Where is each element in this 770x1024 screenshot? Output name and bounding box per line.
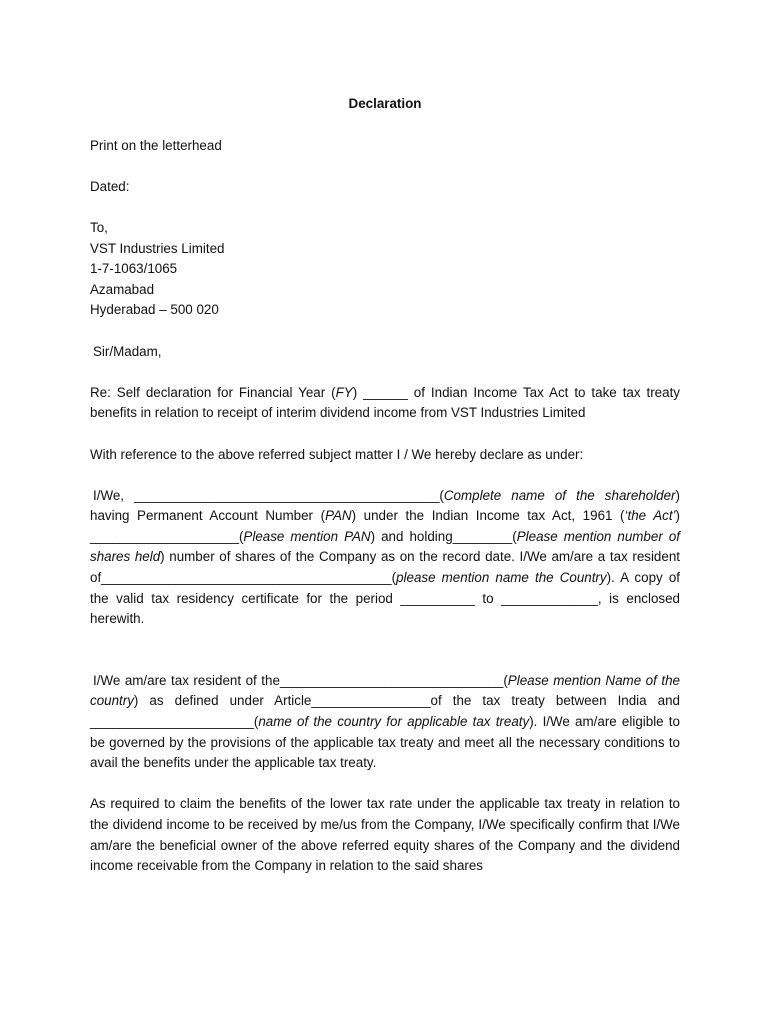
address-area: Azamabad bbox=[90, 281, 155, 297]
p1-text-g: ) ____________________( bbox=[90, 508, 680, 544]
subject-line bbox=[90, 383, 680, 424]
subject-text-b: ) ______ of Indian Income Tax Act to take tax treaty bbox=[352, 384, 680, 400]
intro-paragraph: With reference to the above referred subject matter I / We hereby declare as under: bbox=[90, 446, 584, 462]
p1-text-c: ) having Permanent Account Number ( bbox=[90, 487, 680, 524]
document-title: Declaration bbox=[348, 96, 422, 111]
subject-fy: FY bbox=[335, 384, 353, 400]
p1-text-a: I/We, _________________________________________( bbox=[93, 487, 444, 503]
paragraph-beneficial-owner: As required to claim the benefits of the lower tax rate under the applicable tax treaty in relation to the dividend income to be received by me/us from the Company, I/We specifically confirm that I/We am/are the beneficial owner of the above referred equity shares of the Company and the dividend income receivable from the Company in relation to the said shares bbox=[90, 796, 680, 874]
declaration-document bbox=[90, 94, 680, 877]
p1-text-i: ) and holding________( bbox=[370, 528, 517, 544]
salutation: Sir/Madam, bbox=[93, 343, 162, 359]
p1-shares-held: Please mention number of shares held bbox=[90, 528, 680, 565]
subject-line-2: benefits in relation to receipt of interim dividend income from VST Industries Limited bbox=[90, 405, 586, 421]
p2-text-a: I/We am/are tax resident of the______________________________( bbox=[93, 672, 508, 688]
p1-text-e: ) under the Indian Income tax Act, 1961 ( bbox=[351, 508, 625, 524]
print-note: Print on the letterhead bbox=[90, 137, 222, 153]
p1-the-act: ‘the Act’ bbox=[624, 508, 676, 524]
paragraph-residency bbox=[90, 486, 680, 630]
p2-country: Please mention Name of the country bbox=[90, 672, 680, 709]
address-street: 1-7-1063/1065 bbox=[90, 261, 178, 277]
p2-text-c: ) as defined under Article________________of the tax treaty between India and ______________________( bbox=[90, 693, 680, 730]
dated-label: Dated: bbox=[90, 178, 130, 194]
p1-text-m: ). A copy of the valid tax residency certificate for the period __________ to _____________, is enclosed herewith. bbox=[90, 570, 680, 627]
p2-text-e: ). I/We am/are eligible to be governed by the provisions of the applicable tax treaty and meet all the necessary conditions to avail the benefits under the applicable tax treaty. bbox=[90, 714, 680, 771]
address-city: Hyderabad – 500 020 bbox=[90, 302, 219, 318]
p2-treaty-country: name of the country for applicable tax treaty bbox=[258, 714, 530, 730]
p1-complete-name: Complete name of the shareholder bbox=[443, 487, 676, 503]
p1-text-k: ) number of shares of the Company as on the record date. I/We am/are a tax resident of_______________________________________( bbox=[90, 549, 680, 586]
p1-pan: PAN bbox=[325, 508, 352, 524]
address-block bbox=[90, 218, 680, 321]
p1-mention-pan: Please mention PAN bbox=[243, 528, 371, 544]
subject-text-a: Re: Self declaration for Financial Year ( bbox=[90, 384, 336, 400]
address-to: To, bbox=[90, 219, 108, 235]
subject-line-1 bbox=[90, 383, 680, 404]
paragraph-treaty bbox=[90, 671, 680, 774]
p1-country-name: please mention name the Country bbox=[396, 570, 607, 586]
address-company: VST Industries Limited bbox=[90, 240, 225, 256]
